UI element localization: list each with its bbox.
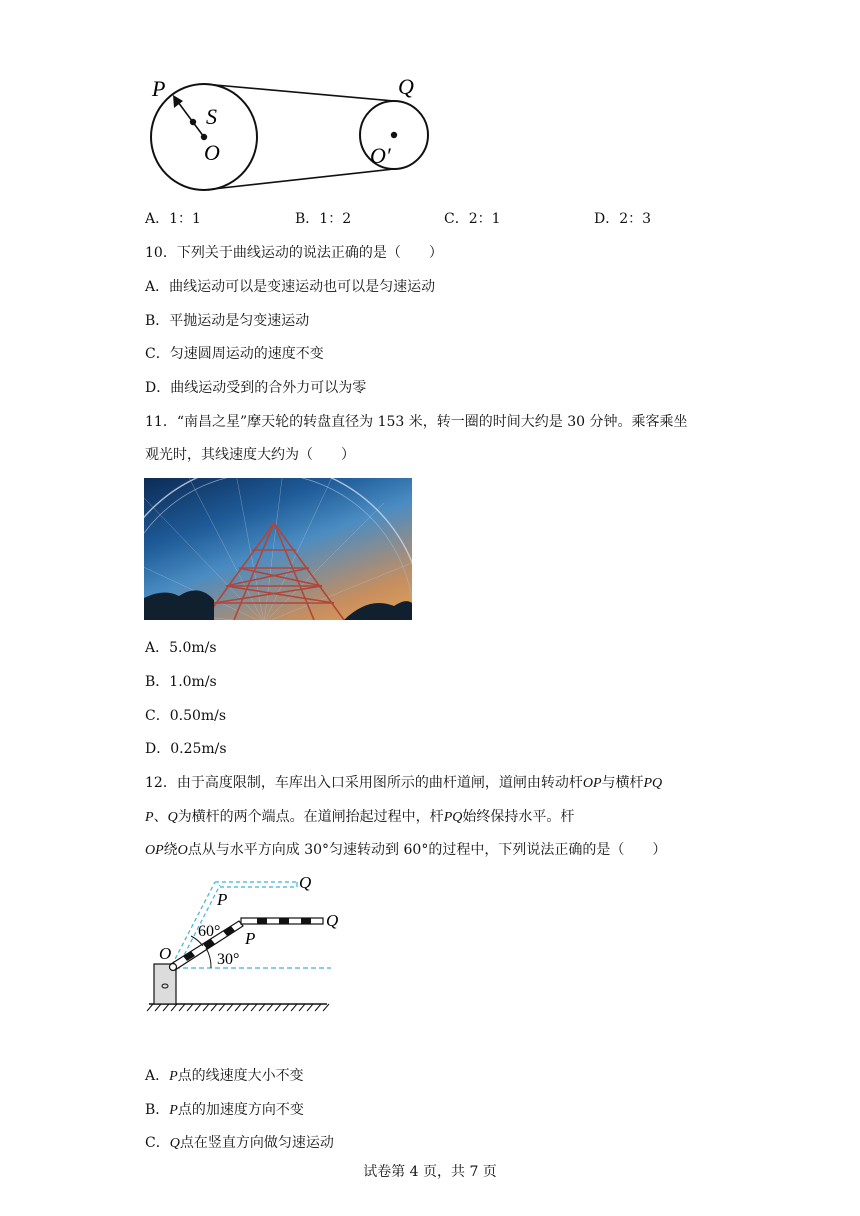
- page-footer: 试卷第 4 页，共 7 页: [363, 1164, 497, 1180]
- label-O: O: [159, 944, 172, 963]
- q10-option-b: B．平抛运动是匀变速运动: [145, 313, 310, 329]
- label-Q-raised: Q: [299, 873, 312, 892]
- label-P: P: [152, 76, 166, 101]
- q12-stem-line1: 12．由于高度限制，车库出入口采用图所示的曲杆道闸，道闸由转动杆OP与横杆PQ: [145, 775, 663, 791]
- q9-option-b: B．1：2: [295, 211, 352, 227]
- label-S: S: [206, 104, 217, 129]
- q11-option-a: A．5.0m/s: [145, 640, 217, 656]
- q10-option-c: C．匀速圆周运动的速度不变: [145, 346, 324, 362]
- q11-stem-line2: 观光时，其线速度大约为（ ）: [145, 447, 355, 463]
- q10-option-a: A．曲线运动可以是变速运动也可以是匀速运动: [145, 279, 436, 295]
- label-60deg: 60°: [198, 923, 221, 940]
- label-Q-lowered: Q: [326, 911, 339, 930]
- q12-option-a: A．P点的线速度大小不变: [145, 1068, 304, 1084]
- q10-stem: 10．下列关于曲线运动的说法正确的是（ ）: [145, 245, 443, 261]
- label-O-prime: O′: [370, 143, 391, 168]
- label-O: O: [204, 140, 220, 165]
- label-P-lowered: P: [245, 929, 256, 948]
- label-P-raised: P: [217, 890, 228, 909]
- q11-option-c: C．0.50m/s: [145, 708, 227, 724]
- label-Q: Q: [398, 74, 414, 99]
- ferris-wheel-photo: [144, 478, 412, 620]
- barrier-gate-figure: [145, 868, 355, 1018]
- q10-option-d: D．曲线运动受到的合外力可以为零: [145, 380, 367, 396]
- q12-stem-line3: OP绕O点从与水平方向成 30°匀速转动到 60°的过程中，下列说法正确的是（ ）: [145, 842, 667, 858]
- q12-option-c: C．Q点在竖直方向做匀速运动: [145, 1135, 334, 1151]
- q11-option-d: D．0.25m/s: [145, 741, 227, 757]
- q11-stem-line1: 11．“南昌之星”摩天轮的转盘直径为 153 米，转一圈的时间大约是 30 分钟。乘客乘坐: [145, 414, 688, 430]
- q12-option-b: B．P点的加速度方向不变: [145, 1102, 304, 1118]
- label-30deg: 30°: [217, 951, 240, 968]
- q11-option-b: B．1.0m/s: [145, 674, 217, 690]
- q9-option-c: C．2：1: [444, 211, 501, 227]
- belt-pulley-figure: [140, 70, 440, 200]
- q9-option-a: A．1：1: [145, 211, 201, 227]
- q9-option-d: D．2：3: [594, 211, 652, 227]
- q12-stem-line2: P、Q为横杆的两个端点。在道闸抬起过程中，杆PQ始终保持水平。杆: [145, 809, 575, 825]
